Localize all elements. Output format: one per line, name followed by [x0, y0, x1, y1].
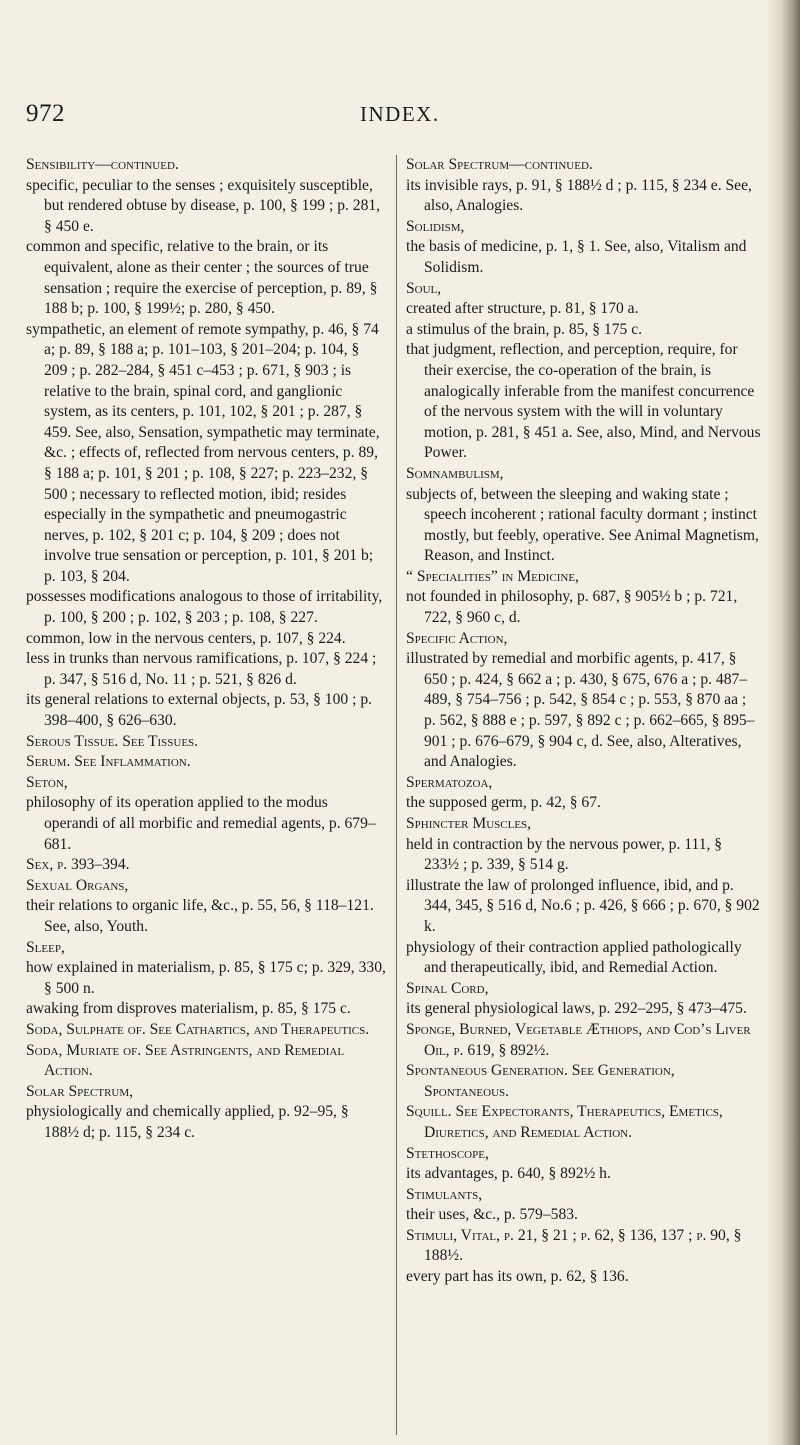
index-subentry: every part has its own, p. 62, § 136.: [406, 1268, 629, 1286]
index-subentry: less in trunks than nervous ramifications, p. 107, § 224 ; p. 347, § 516 d, No. 11 ; p. 521, § 826 d.: [26, 650, 377, 688]
index-heading: Spontaneous Generation. See Generation, Spontaneous.: [406, 1062, 675, 1100]
page-edge-shadow: [766, 0, 800, 1445]
index-columns: [26, 155, 761, 1435]
right-column: [396, 155, 761, 1435]
index-subentry: its invisible rays, p. 91, § 188½ d ; p. 115, § 234 e. See, also, Analogies.: [406, 176, 752, 215]
index-heading: “ Specialities” in Medicine,: [406, 567, 579, 585]
index-subentry: not founded in philosophy, p. 687, § 905½ b ; p. 721, 722, § 960 c, d.: [406, 588, 738, 627]
index-heading: Solidism,: [406, 217, 465, 235]
index-heading: Sexual Organs,: [26, 876, 129, 894]
index-subentry: that judgment, reflection, and perception, require, for their exercise, the co-operation of the brain, is analogically inferable from the manifest concurrence of the nervous system with the will in voluntary motion, p. 281, § 451 a. See, also, Mind, and Nervous Power.: [406, 341, 761, 462]
index-subentry: specific, peculiar to the senses ; exquisitely susceptible, but rendered obtuse by disease, p. 100, § 199 ; p. 281, § 450 e.: [26, 176, 381, 235]
index-subentry: awaking from disproves materialism, p. 85, § 175 c.: [26, 1000, 351, 1018]
index-subentry: possesses modifications analogous to those of irritability, p. 100, § 200 ; p. 102, § 203 ; p. 108, § 227.: [26, 588, 383, 627]
index-subentry: its general relations to external objects, p. 53, § 100 ; p. 398–400, § 626–630.: [26, 691, 373, 730]
index-heading: Serous Tissue. See Tissues.: [26, 732, 199, 750]
page-number: 972: [26, 100, 65, 127]
page-header: [0, 100, 760, 140]
index-heading: Somnambulism,: [406, 464, 504, 482]
index-heading: Solar Spectrum—continued.: [406, 156, 593, 173]
index-heading: Stimuli, Vital, p. 21, § 21 ; p. 62, § 136, 137 ; p. 90, § 188½.: [406, 1226, 742, 1265]
index-subentry: a stimulus of the brain, p. 85, § 175 c.: [406, 320, 643, 338]
index-subentry: the basis of medicine, p. 1, § 1. See, also, Vitalism and Solidism.: [406, 238, 747, 276]
index-heading: Squill. See Expectorants, Therapeutics, Emetics, Diuretics, and Remedial Action.: [406, 1103, 723, 1141]
index-heading: Sleep,: [26, 938, 65, 956]
index-subentry: its general physiological laws, p. 292–295, § 473–475.: [406, 1000, 747, 1018]
index-subentry: held in contraction by the nervous power, p. 111, § 233½ ; p. 339, § 514 g.: [406, 835, 723, 874]
index-subentry: the supposed germ, p. 42, § 67.: [406, 794, 601, 812]
index-heading: Stimulants,: [406, 1185, 483, 1203]
index-heading: Sex, p. 393–394.: [26, 856, 130, 874]
index-subentry: its advantages, p. 640, § 892½ h.: [406, 1165, 611, 1183]
index-heading: Sponge, Burned, Vegetable Æthiops, and Cod’s Liver Oil, p. 619, § 892½.: [406, 1020, 751, 1059]
index-heading: Soda, Muriate of. See Astringents, and Remedial Action.: [26, 1041, 345, 1080]
index-heading: Seton,: [26, 773, 68, 791]
index-subentry: illustrate the law of prolonged influence, ibid, and p. 344, 345, § 516 d, No.6 ; p. 426, § 666 ; p. 670, § 902 k.: [406, 876, 760, 935]
index-subentry: common and specific, relative to the brain, or its equivalent, alone as their center ; the sources of true sensation ; require the exercise of perception, p. 89, § 188 b; p. 100, § 199½; p. 280, § 450.: [26, 238, 378, 318]
running-head: INDEX.: [360, 102, 440, 126]
index-subentry: physiology of their contraction applied pathologically and therapeutically, ibid, and Remedial Action.: [406, 938, 742, 977]
index-heading: Solar Spectrum,: [26, 1082, 134, 1100]
index-subentry: illustrated by remedial and morbific agents, p. 417, § 650 ; p. 424, § 662 a ; p. 430, § 675, 676 a ; p. 487–489, § 754–756 ; p. 542, § 854 c ; p. 553, § 870 aa ; p. 562, § 888 e ; p. 597, § 892 c ; p. 662–665, § 895–901 ; p. 676–679, § 904 c, d. See, also, Alteratives, and Analogies.: [406, 650, 755, 771]
index-subentry: their uses, &c., p. 579–583.: [406, 1206, 578, 1224]
index-heading: Spinal Cord,: [406, 979, 489, 997]
index-subentry: how explained in materialism, p. 85, § 175 c; p. 329, 330, § 500 n.: [26, 959, 386, 997]
index-heading: Specific Action,: [406, 629, 508, 647]
index-subentry: their relations to organic life, &c., p. 55, 56, § 118–121. See, also, Youth.: [26, 897, 374, 935]
index-subentry: philosophy of its operation applied to the modus operandi of all morbific and remedial agents, p. 679–681.: [26, 794, 376, 853]
index-subentry: created after structure, p. 81, § 170 a.: [406, 300, 639, 318]
index-heading: Sensibility—continued.: [26, 156, 179, 173]
index-heading: Sphincter Muscles,: [406, 815, 532, 832]
index-heading: Spermatozoa,: [406, 773, 493, 791]
index-heading: Stethoscope,: [406, 1144, 489, 1162]
index-subentry: subjects of, between the sleeping and waking state ; speech incoherent ; rational faculty dormant ; instinct mostly, but feebly, operative. See Animal Magnetism, Reason, and Instinct.: [406, 485, 759, 565]
left-column: [26, 155, 386, 1435]
index-heading: Soul,: [406, 279, 442, 297]
index-subentry: common, low in the nervous centers, p. 107, § 224.: [26, 629, 346, 647]
index-heading: Serum. See Inflammation.: [26, 753, 191, 771]
index-subentry: sympathetic, an element of remote sympathy, p. 46, § 74 a; p. 89, § 188 a; p. 101–103, § 201–204; p. 104, § 209 ; p. 282–284, § 451 c–453 ; p. 671, § 903 ; is relative to the brain, spinal cord, and ganglionic system, as its centers, p. 101, 102, § 201 ; p. 287, § 459. See, also, Sensation, sympathetic may terminate, &c. ; effects of, reflected from nervous centers, p. 89, § 188 a; p. 101, § 201 ; p. 108, § 227; p. 223–232, § 500 ; necessary to reflected motion, ibid; resides especially in the sympathetic and pneumogastric nerves, p. 102, § 201 c; p. 104, § 209 ; does not involve true sensation or perception, p. 101, § 201 b; p. 103, § 204.: [26, 320, 380, 585]
index-subentry: physiologically and chemically applied, p. 92–95, § 188½ d; p. 115, § 234 c.: [26, 1103, 349, 1141]
index-heading: Soda, Sulphate of. See Cathartics, and Therapeutics.: [26, 1020, 370, 1038]
